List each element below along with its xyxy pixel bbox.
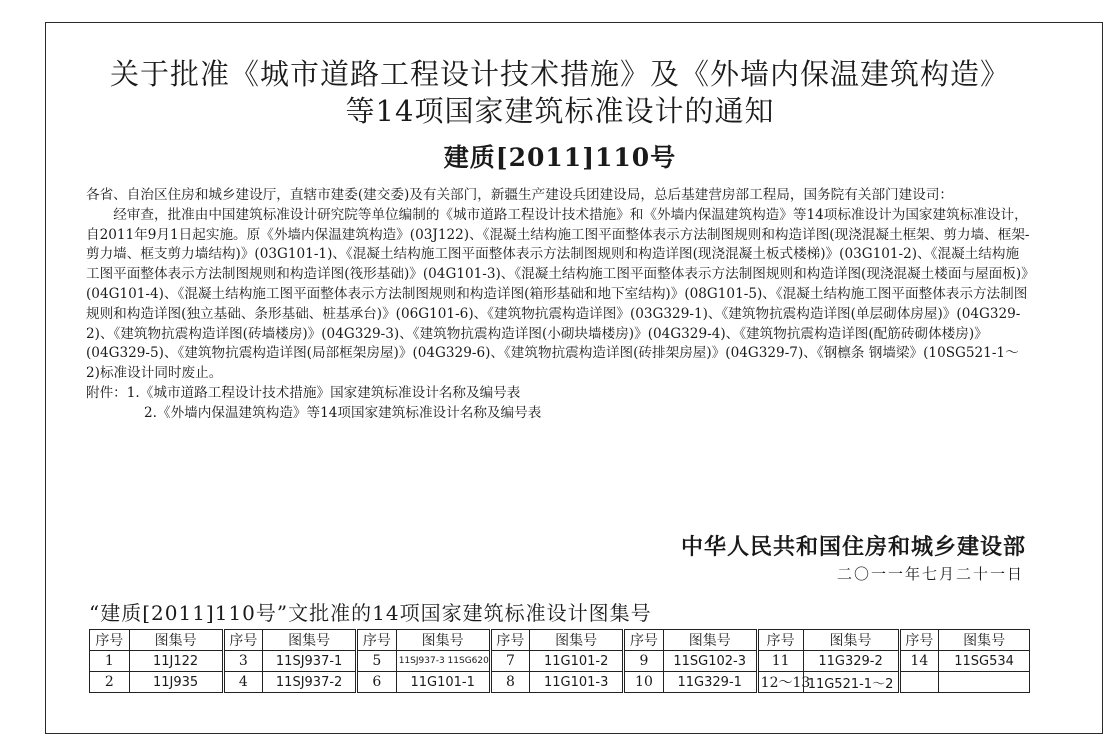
table-header-row <box>90 630 1030 651</box>
header-cell: 图集号 <box>263 630 357 651</box>
header-cell: 序号 <box>357 630 397 651</box>
table-cell: 11G521-1～2 <box>803 672 899 693</box>
table-cell: 6 <box>357 672 397 693</box>
table-cell: 11J122 <box>129 651 223 672</box>
header-cell: 图集号 <box>663 630 757 651</box>
table-row <box>90 651 1030 672</box>
table-cell: 11G101-1 <box>396 672 490 693</box>
table-cell: 11G329-2 <box>803 651 899 672</box>
header-cell: 图集号 <box>129 630 223 651</box>
attachment-line-1 <box>86 384 1031 404</box>
header-cell: 序号 <box>757 630 803 651</box>
table-cell: 11SG534 <box>939 651 1030 672</box>
table-cell: 11SJ937-1 <box>263 651 357 672</box>
table-caption: “建质[2011]110号”文批准的14项国家建筑标准设计图集号 <box>89 601 652 625</box>
stacked-code: 11SJ937-3 11SG620 <box>398 655 489 666</box>
issuer-name: 中华人民共和国住房和城乡建设部 <box>680 535 1026 560</box>
header-cell: 序号 <box>490 630 530 651</box>
table-cell: 14 <box>899 651 939 672</box>
table-cell <box>899 672 939 693</box>
table-cell: 2 <box>90 672 130 693</box>
table-cell: 11G329-1 <box>663 672 757 693</box>
attachment-item-1: 1.《城市道路工程设计技术措施》国家建筑标准设计名称及编号表 <box>126 384 521 401</box>
notice-body <box>86 186 1031 424</box>
table-cell: 10 <box>624 672 664 693</box>
header-cell: 图集号 <box>939 630 1030 651</box>
issue-date: 二〇一一年七月二十一日 <box>836 565 1024 583</box>
table-cell: 11J935 <box>129 672 223 693</box>
header-cell: 序号 <box>899 630 939 651</box>
table-cell: 11SJ937-2 <box>263 672 357 693</box>
header-cell: 序号 <box>90 630 130 651</box>
header-cell: 图集号 <box>530 630 624 651</box>
table-cell: 11G101-3 <box>530 672 624 693</box>
table-cell: 11G101-2 <box>530 651 624 672</box>
main-paragraph: 经审查，批准由中国建筑标准设计研究院等单位编制的《城市道路工程设计技术措施》和《外墙内保温建筑构造》等14项标准设计为国家建筑标准设计，自2011年9月1日起实施。原《外墙内保温建筑构造》(03J122)、《混凝土结构施工图平面整体表示方法制图规则和构造详图(现浇混凝土框架、剪力墙、框架-剪力墙、框支剪力墙结构)》(03G101-1)、《混凝土结构施工图平面整体表示方法制图规则和构造详图(现浇混凝土板式楼梯)》(03G101-2)、《混凝土结构施工图平面整体表示方法制图规则和构造详图(筏形基础)》(04G101-3)、《混凝土结构施工图平面整体表示方法制图规则和构造详图(现浇混凝土楼面与屋面板)》(04G101-4)、《混凝土结构施工图平面整体表示方法制图规则和构造详图(箱形基础和地下室结构)》(08G101-5)、《混凝土结构施工图平面整体表示方法制图规则和构造详图(独立基础、条形基础、桩基承台)》(06G101-6)、《建筑物抗震构造详图》(03G329-1)、《建筑物抗震构造详图(单层砌体房屋)》(04G329-2)、《建筑物抗震构造详图(砖墙楼房)》(04G329-3)、《建筑物抗震构造详图(小砌块墙楼房)》(04G329-4)、《建筑物抗震构造详图(配筋砖砌体楼房)》(04G329-5)、《建筑物抗震构造详图(局部框架房屋)》(04G329-6)、《建筑物抗震构造详图(砖排架房屋)》(04G329-7)、《钢檩条 钢墙梁》(10SG521-1～2)标准设计同时废止。 <box>86 206 1030 382</box>
table-cell: 4 <box>223 672 263 693</box>
header-cell: 序号 <box>624 630 664 651</box>
standards-table <box>89 629 1030 693</box>
header-cell: 图集号 <box>803 630 899 651</box>
attachment-label: 附件： <box>86 384 127 401</box>
table-row <box>90 672 1030 693</box>
table-cell: 7 <box>490 651 530 672</box>
table-cell: 11SG102-3 <box>663 651 757 672</box>
table-cell: 12～13 <box>757 672 803 693</box>
header-cell: 图集号 <box>396 630 490 651</box>
table-cell: 1 <box>90 651 130 672</box>
attachment-line-2: 2.《外墙内保温建筑构造》等14项国家建筑标准设计名称及编号表 <box>144 404 542 421</box>
table-cell: 11 <box>757 651 803 672</box>
table-cell: 3 <box>223 651 263 672</box>
table-cell: 8 <box>490 672 530 693</box>
document-number: 建质[2011]110号 <box>443 143 677 172</box>
header-cell: 序号 <box>223 630 263 651</box>
table-cell: 9 <box>624 651 664 672</box>
table-cell <box>939 672 1030 693</box>
title-line-2: 等14项国家建筑标准设计的通知 <box>345 94 775 128</box>
table-cell-stacked <box>396 651 490 672</box>
title-line-1: 关于批准《城市道路工程设计技术措施》及《外墙内保温建筑构造》 <box>109 57 1010 91</box>
recipients-paragraph: 各省、自治区住房和城乡建设厅，直辖市建委(建交委)及有关部门，新疆生产建设兵团建设局，总后基建营房部工程局，国务院有关部门建设司： <box>86 187 954 203</box>
table-cell: 5 <box>357 651 397 672</box>
